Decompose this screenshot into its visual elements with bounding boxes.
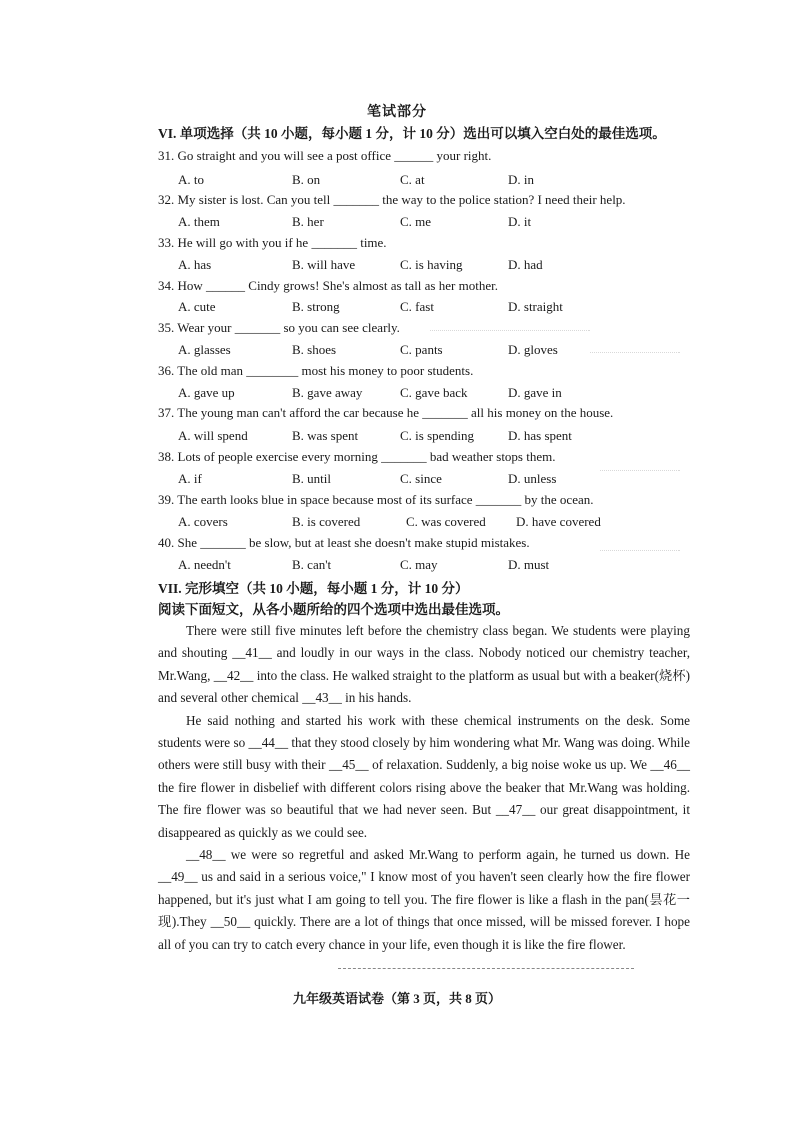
option-c: C. at [400, 172, 425, 187]
option-c: C. fast [400, 299, 434, 314]
option-c: C. pants [400, 342, 443, 357]
question-36: 36. The old man ________ most his money to poor students. [158, 363, 474, 378]
page-header: 笔试部分 [367, 105, 427, 120]
option-c: C. since [400, 471, 442, 486]
bleed-through-mark [430, 330, 590, 341]
question-35: 35. Wear your _______ so you can see clearly. [158, 320, 400, 335]
option-d: D. have covered [516, 514, 601, 529]
option-a: A. needn't [178, 557, 231, 572]
option-a: A. them [178, 214, 220, 229]
page-footer: 九年级英语试卷（第 3 页，共 8 页） [292, 991, 501, 1006]
option-b: B. can't [292, 557, 332, 572]
section-6-title: VI. 单项选择（共 10 小题，每小题 1 分，计 10 分）选出可以填入空白处的最佳选项。 [158, 126, 666, 141]
cloze-passage [158, 620, 690, 956]
question-40-options [178, 557, 598, 575]
question-39-options [178, 514, 601, 532]
question-36-options [178, 385, 598, 403]
option-b: B. was spent [292, 428, 359, 443]
question-38-options [178, 471, 598, 489]
question-40: 40. She _______ be slow, but at least she doesn't make stupid mistakes. [158, 535, 530, 550]
option-d: D. it [508, 214, 532, 229]
question-37: 37. The young man can't afford the car because he _______ all his money on the house. [158, 405, 614, 420]
bleed-through-mark [590, 352, 680, 363]
option-c: C. may [400, 557, 438, 572]
option-b: B. her [292, 214, 324, 229]
option-c: C. is having [400, 257, 463, 272]
option-a: A. to [178, 172, 204, 187]
option-d: D. gave in [508, 385, 562, 400]
option-b: B. strong [292, 299, 340, 314]
option-c: C. is spending [400, 428, 475, 443]
passage-paragraph-2: He said nothing and started his work with these chemical instruments on the desk. Some students were so __44__ that they stood closely by him wondering what Mr. Wang was doing. While others were still busy with their __45__ of relaxation. Suddenly, a big noise woke us up. We __46__ the fire flower in disbelief with different colors rising above the beaker that Mr.Wang was holding. The fire flower was so beautiful that we had never seen. But __47__ our great disappointment, it disappeared as quickly as we could see. [158, 712, 690, 840]
option-b: B. on [292, 172, 321, 187]
option-d: D. must [508, 557, 550, 572]
question-32: 32. My sister is lost. Can you tell _______ the way to the police station? I need their help. [158, 192, 626, 207]
question-32-options [178, 214, 598, 232]
option-a: A. cute [178, 299, 216, 314]
question-38: 38. Lots of people exercise every morning _______ bad weather stops them. [158, 449, 556, 464]
question-37-options [178, 428, 598, 446]
option-d: D. unless [508, 471, 557, 486]
option-d: D. straight [508, 299, 563, 314]
option-b: B. is covered [292, 514, 361, 529]
option-c: C. was covered [406, 514, 486, 529]
dashed-rule [338, 968, 634, 969]
question-34-options [178, 299, 598, 317]
passage-paragraph-3: __48__ we were so regretful and asked Mr.Wang to perform again, he turned us down. He __49__ us and said in a serious voice," I know most of you haven't seen clearly how the fire flower happened, but it's just what I am going to tell you. The fire flower is like a flash in the pan(昙花一现).They __50__ quickly. There are a lot of things that once missed, will be missed forever. I hope all of you can try to catch every chance in your life, even though it is like the fire flower. [158, 847, 690, 952]
question-39: 39. The earth looks blue in space because most of its surface _______ by the ocean. [158, 492, 594, 507]
question-34: 34. How ______ Cindy grows! She's almost as tall as her mother. [158, 278, 498, 293]
option-d: D. in [508, 172, 534, 187]
option-d: D. has spent [508, 428, 572, 443]
option-a: A. has [178, 257, 212, 272]
option-b: B. shoes [292, 342, 337, 357]
question-35-options [178, 342, 598, 360]
question-31: 31. Go straight and you will see a post office ______ your right. [158, 148, 492, 163]
passage-paragraph-1: There were still five minutes left before the chemistry class began. We students were playing and shouting __41__ and loudly in our ways in the class. Nobody noticed our chemistry teacher, Mr.Wang, __42__ into the class. He walked straight to the platform as usual but with a beaker(烧杯) and several other chemical __43__ in his hands. [158, 623, 690, 706]
option-a: A. covers [178, 514, 228, 529]
option-a: A. gave up [178, 385, 235, 400]
section-7-title: VII. 完形填空（共 10 小题，每小题 1 分，计 10 分） [158, 581, 469, 596]
option-a: A. glasses [178, 342, 231, 357]
question-31-options [178, 172, 598, 190]
option-d: D. gloves [508, 342, 558, 357]
option-c: C. gave back [400, 385, 468, 400]
option-b: B. will have [292, 257, 356, 272]
option-b: B. gave away [292, 385, 363, 400]
option-c: C. me [400, 214, 432, 229]
option-a: A. will spend [178, 428, 248, 443]
option-b: B. until [292, 471, 332, 486]
question-33-options [178, 257, 598, 275]
option-a: A. if [178, 471, 202, 486]
section-7-instruction: 阅读下面短文，从各小题所给的四个选项中选出最佳选项。 [158, 602, 509, 617]
question-33: 33. He will go with you if he _______ time. [158, 235, 387, 250]
bleed-through-mark [600, 550, 680, 561]
bleed-through-mark [600, 470, 680, 481]
option-d: D. had [508, 257, 543, 272]
